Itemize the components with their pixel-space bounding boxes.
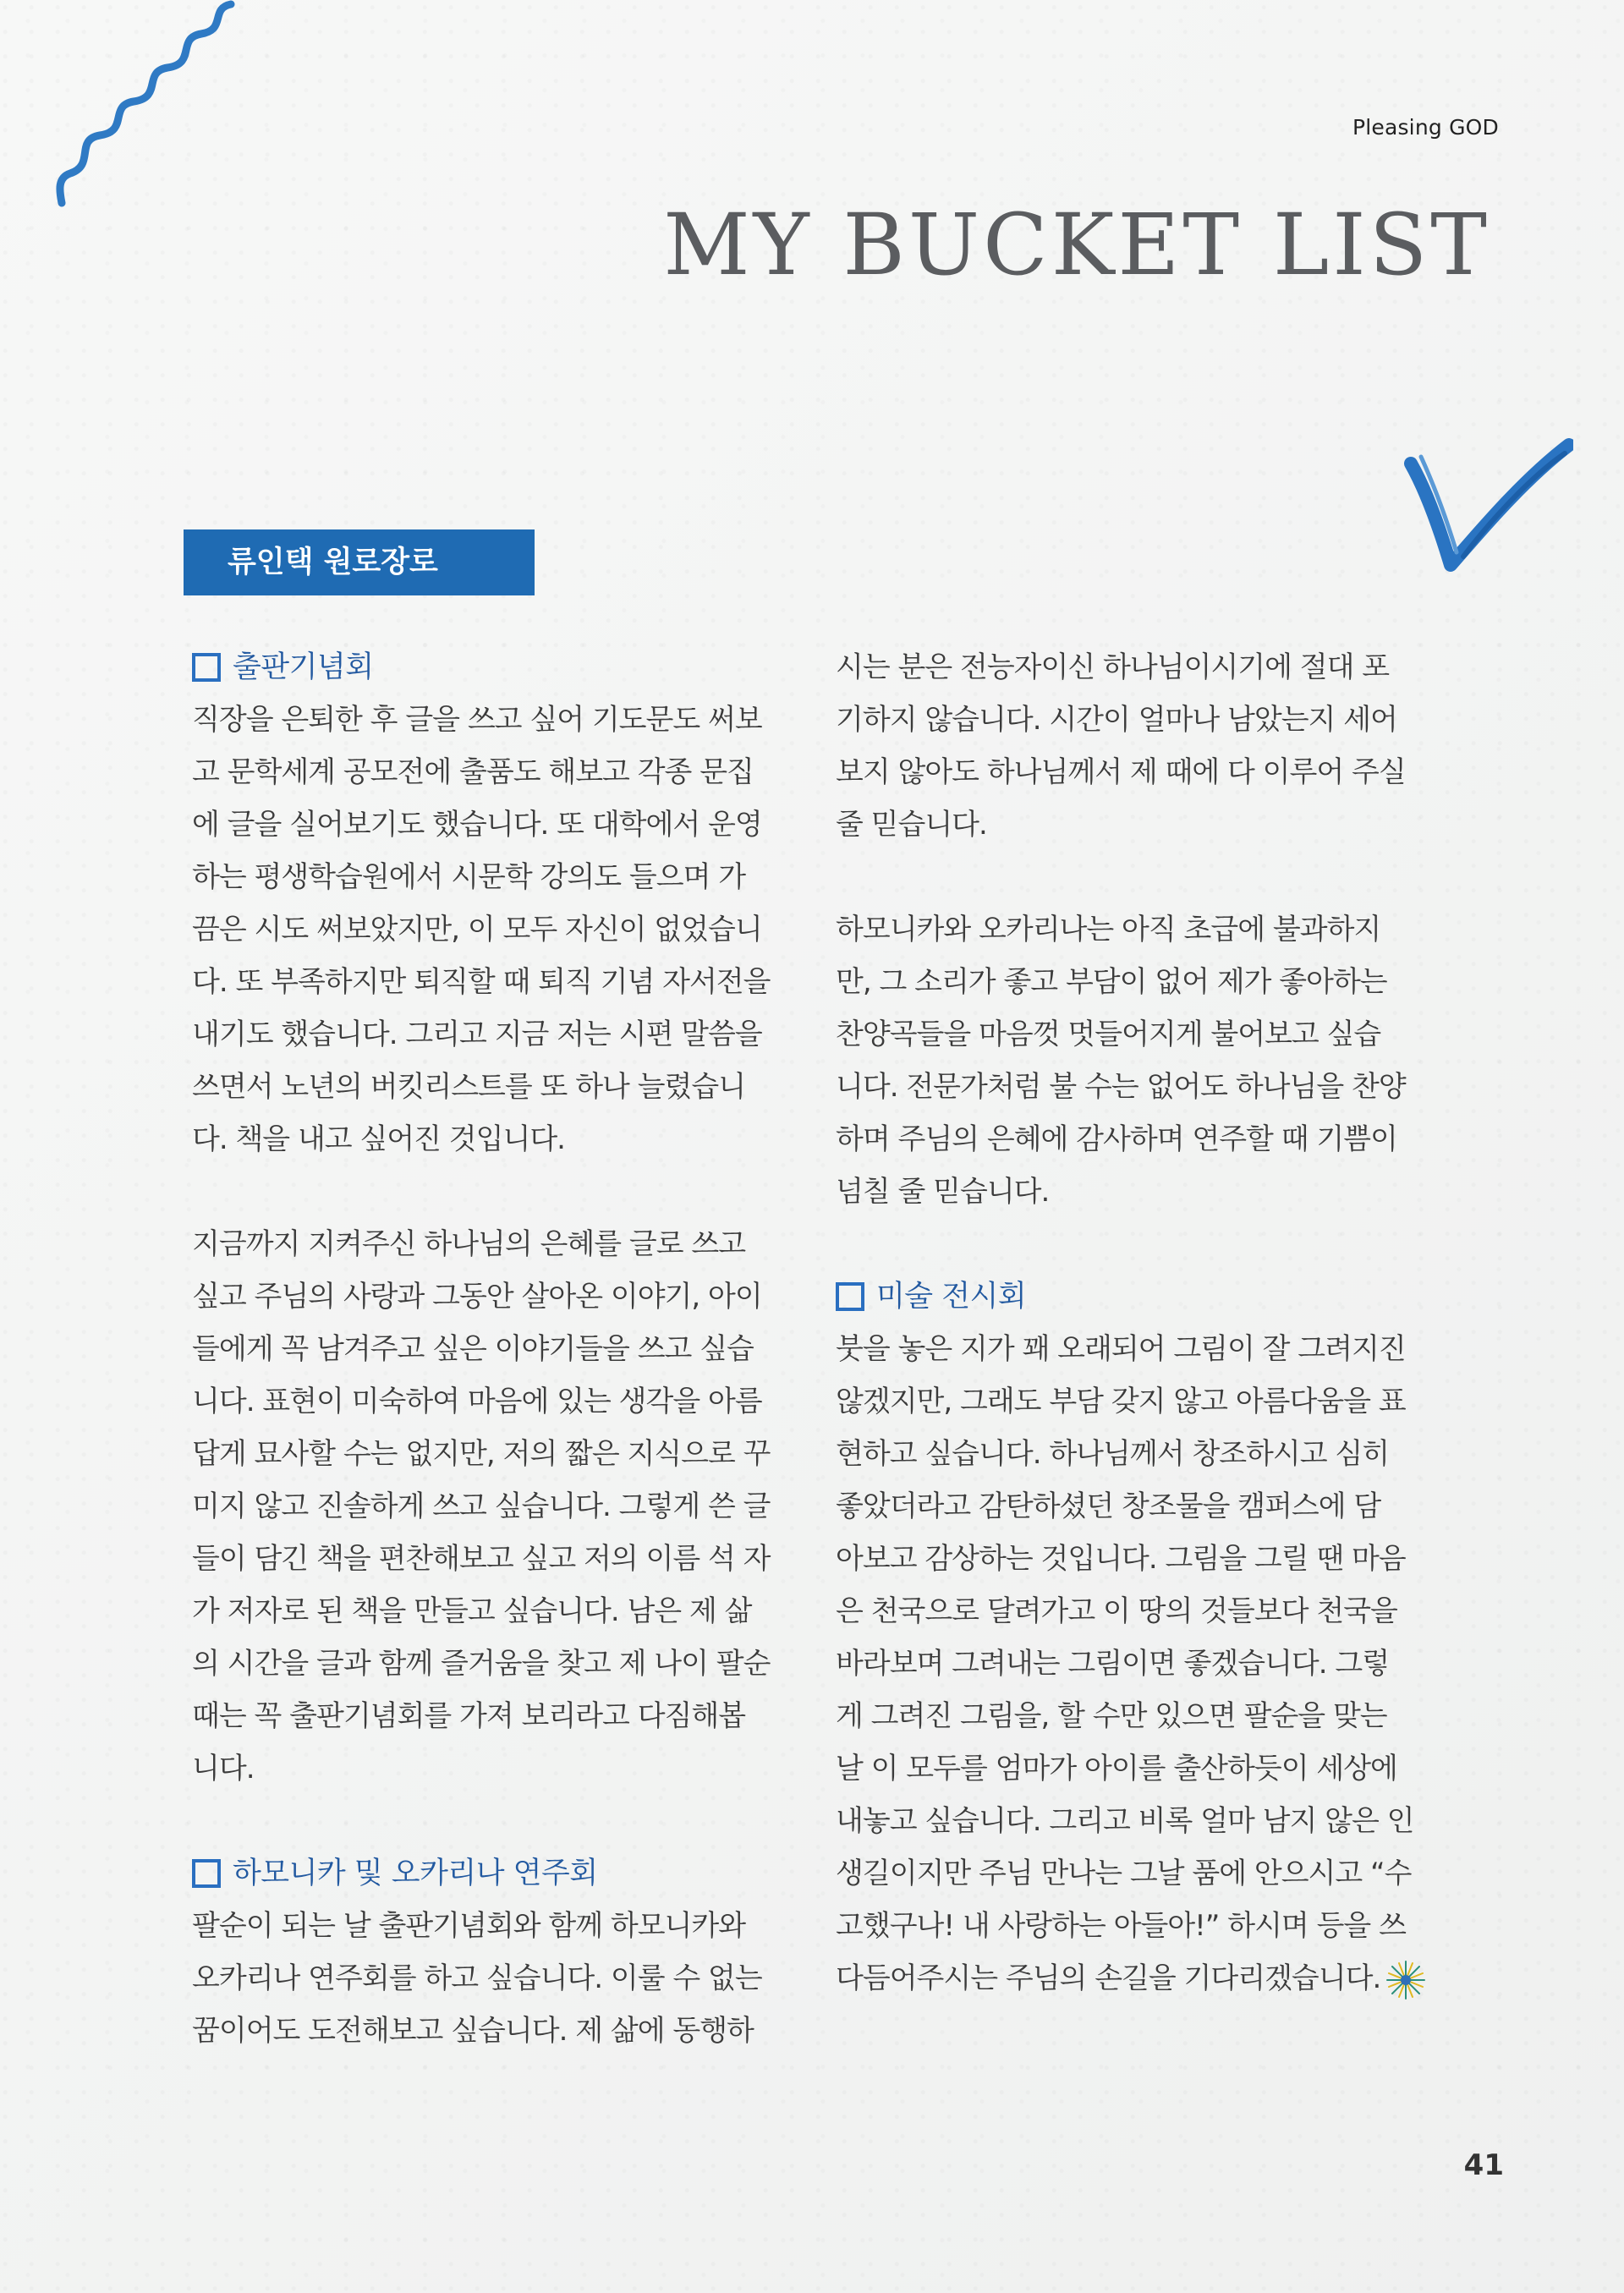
paragraph-line: 니다. bbox=[192, 1752, 255, 1786]
section-heading bbox=[836, 1270, 1449, 1323]
paragraph-line-text: 다듬어주시는 주님의 손길을 기다리겠습니다. bbox=[836, 1961, 1381, 1995]
section-heading-text: 미술 전시회 bbox=[876, 1280, 1027, 1314]
squiggle-decoration bbox=[49, 0, 244, 211]
paragraph-line: 하는 평생학습원에서 시문학 강의도 들으며 가 bbox=[192, 860, 746, 894]
paragraph-line: 가 저자로 된 책을 만들고 싶습니다. 남은 제 삶 bbox=[192, 1594, 752, 1628]
paragraph-line: 오카리나 연주회를 하고 싶습니다. 이룰 수 없는 bbox=[192, 1961, 762, 1995]
end-ornament-icon bbox=[1384, 1958, 1428, 2002]
paragraph-line: 지금까지 지켜주신 하나님의 은혜를 글로 쓰고 bbox=[192, 1227, 746, 1261]
paragraph-line: 고했구나! 내 사랑하는 아들아!” 하시며 등을 쓰 bbox=[836, 1909, 1406, 1943]
paragraph-line: 않겠지만, 그래도 부담 갖지 않고 아름다움을 표 bbox=[836, 1385, 1406, 1418]
checkbox-icon bbox=[836, 1282, 864, 1311]
paragraph-line: 하며 주님의 은혜에 감사하며 연주할 때 기쁨이 bbox=[836, 1122, 1397, 1156]
paragraph-line: 내기도 했습니다. 그리고 지금 저는 시편 말씀을 bbox=[192, 1018, 762, 1051]
section-publication bbox=[192, 641, 805, 1795]
paragraph-line: 현하고 싶습니다. 하나님께서 창조하시고 심히 bbox=[836, 1437, 1390, 1471]
checkbox-icon bbox=[192, 653, 221, 682]
section-concert-continued bbox=[836, 641, 1449, 1218]
paragraph-line: 바라보며 그려내는 그림이면 좋겠습니다. 그렇 bbox=[836, 1647, 1390, 1681]
paragraph-line: 다. 책을 내고 싶어진 것입니다. bbox=[192, 1122, 565, 1156]
paragraph-line: 날 이 모두를 엄마가 아이를 출산하듯이 세상에 bbox=[836, 1752, 1397, 1786]
paragraph-line: 넘칠 줄 믿습니다. bbox=[836, 1175, 1050, 1209]
paragraph-line: 에 글을 실어보기도 했습니다. 또 대학에서 운영 bbox=[192, 808, 762, 842]
paragraph-line: 꿈이어도 도전해보고 싶습니다. 제 삶에 동행하 bbox=[192, 2014, 754, 2048]
paragraph-line: 생길이지만 주님 만나는 그날 품에 안으시고 “수 bbox=[836, 1857, 1412, 1890]
author-badge: 류인택 원로장로 bbox=[184, 529, 535, 595]
paragraph-line: 고 문학세계 공모전에 출품도 해보고 각종 문집 bbox=[192, 755, 754, 789]
section-heading bbox=[192, 641, 805, 694]
section-heading bbox=[192, 1847, 805, 1900]
paragraph-line: 아보고 감상하는 것입니다. 그림을 그릴 땐 마음 bbox=[836, 1542, 1406, 1576]
section-spacer bbox=[836, 1218, 1449, 1270]
section-heading-text: 출판기념회 bbox=[233, 650, 374, 684]
paragraph-line: 직장을 은퇴한 후 글을 쓰고 싶어 기도문도 써보 bbox=[192, 703, 762, 737]
paragraph-line: 끔은 시도 써보았지만, 이 모두 자신이 없었습니 bbox=[192, 913, 762, 946]
paragraph-line: 붓을 놓은 지가 꽤 오래되어 그림이 잘 그려지진 bbox=[836, 1332, 1406, 1366]
paragraph-line: 게 그려진 그림을, 할 수만 있으면 팔순을 맞는 bbox=[836, 1699, 1387, 1733]
paragraph-line: 만, 그 소리가 좋고 부담이 없어 제가 좋아하는 bbox=[836, 965, 1387, 999]
section-concert bbox=[192, 1847, 805, 2057]
paragraph-line: 들에게 꼭 남겨주고 싶은 이야기들을 쓰고 싶습 bbox=[192, 1332, 754, 1366]
paragraph-line: 찬양곡들을 마음껏 멋들어지게 불어보고 싶습 bbox=[836, 1018, 1381, 1051]
page-number: 41 bbox=[1463, 2148, 1504, 2182]
section-heading-text: 하모니카 및 오카리나 연주회 bbox=[233, 1857, 598, 1890]
section-art-exhibition bbox=[836, 1270, 1449, 2005]
paragraph-line: 니다. 표현이 미숙하여 마음에 있는 생각을 아름 bbox=[192, 1385, 762, 1418]
paragraph-line: 기하지 않습니다. 시간이 얼마나 남았는지 세어 bbox=[836, 703, 1397, 737]
paragraph-line: 시는 분은 전능자이신 하나님이시기에 절대 포 bbox=[836, 650, 1390, 684]
section-spacer bbox=[192, 1795, 805, 1847]
paragraph-line: 들이 담긴 책을 편찬해보고 싶고 저의 이름 석 자 bbox=[192, 1542, 771, 1576]
left-column bbox=[192, 641, 805, 2057]
paragraph-line bbox=[836, 851, 1449, 903]
paragraph-line: 팔순이 되는 날 출판기념회와 함께 하모니카와 bbox=[192, 1909, 746, 1943]
paragraph-line: 쓰면서 노년의 버킷리스트를 또 하나 늘렸습니 bbox=[192, 1070, 746, 1104]
paragraph-line bbox=[836, 1952, 1449, 2005]
paragraph-line: 싶고 주님의 사랑과 그동안 살아온 이야기, 아이 bbox=[192, 1280, 762, 1314]
paragraph-line: 좋았더라고 감탄하셨던 창조물을 캠퍼스에 담 bbox=[836, 1489, 1381, 1523]
paragraph-line: 니다. 전문가처럼 불 수는 없어도 하나님을 찬양 bbox=[836, 1070, 1406, 1104]
section-label: Pleasing GOD bbox=[1352, 115, 1499, 140]
page-title: MY BUCKET LIST bbox=[663, 195, 1490, 294]
paragraph-line: 의 시간을 글과 함께 즐거움을 찾고 제 나이 팔순 bbox=[192, 1647, 771, 1681]
paragraph-line: 때는 꼭 출판기념회를 가져 보리라고 다짐해봅 bbox=[192, 1699, 746, 1733]
checkbox-icon bbox=[192, 1859, 221, 1888]
paragraph-line: 답게 묘사할 수는 없지만, 저의 짧은 지식으로 꾸 bbox=[192, 1437, 771, 1471]
paragraph-line: 보지 않아도 하나님께서 제 때에 다 이루어 주실 bbox=[836, 755, 1406, 789]
paragraph-line: 미지 않고 진솔하게 쓰고 싶습니다. 그렇게 쓴 글 bbox=[192, 1489, 771, 1523]
paragraph-line: 다. 또 부족하지만 퇴직할 때 퇴직 기념 자서전을 bbox=[192, 965, 771, 999]
paragraph-line: 줄 믿습니다. bbox=[836, 808, 987, 842]
right-column bbox=[836, 641, 1449, 2005]
paragraph-line bbox=[192, 1166, 805, 1218]
paragraph-line: 은 천국으로 달려가고 이 땅의 것들보다 천국을 bbox=[836, 1594, 1397, 1628]
paragraph-line: 하모니카와 오카리나는 아직 초급에 불과하지 bbox=[836, 913, 1381, 946]
check-mark-icon bbox=[1404, 438, 1573, 573]
paragraph-line: 내놓고 싶습니다. 그리고 비록 얼마 남지 않은 인 bbox=[836, 1804, 1414, 1838]
